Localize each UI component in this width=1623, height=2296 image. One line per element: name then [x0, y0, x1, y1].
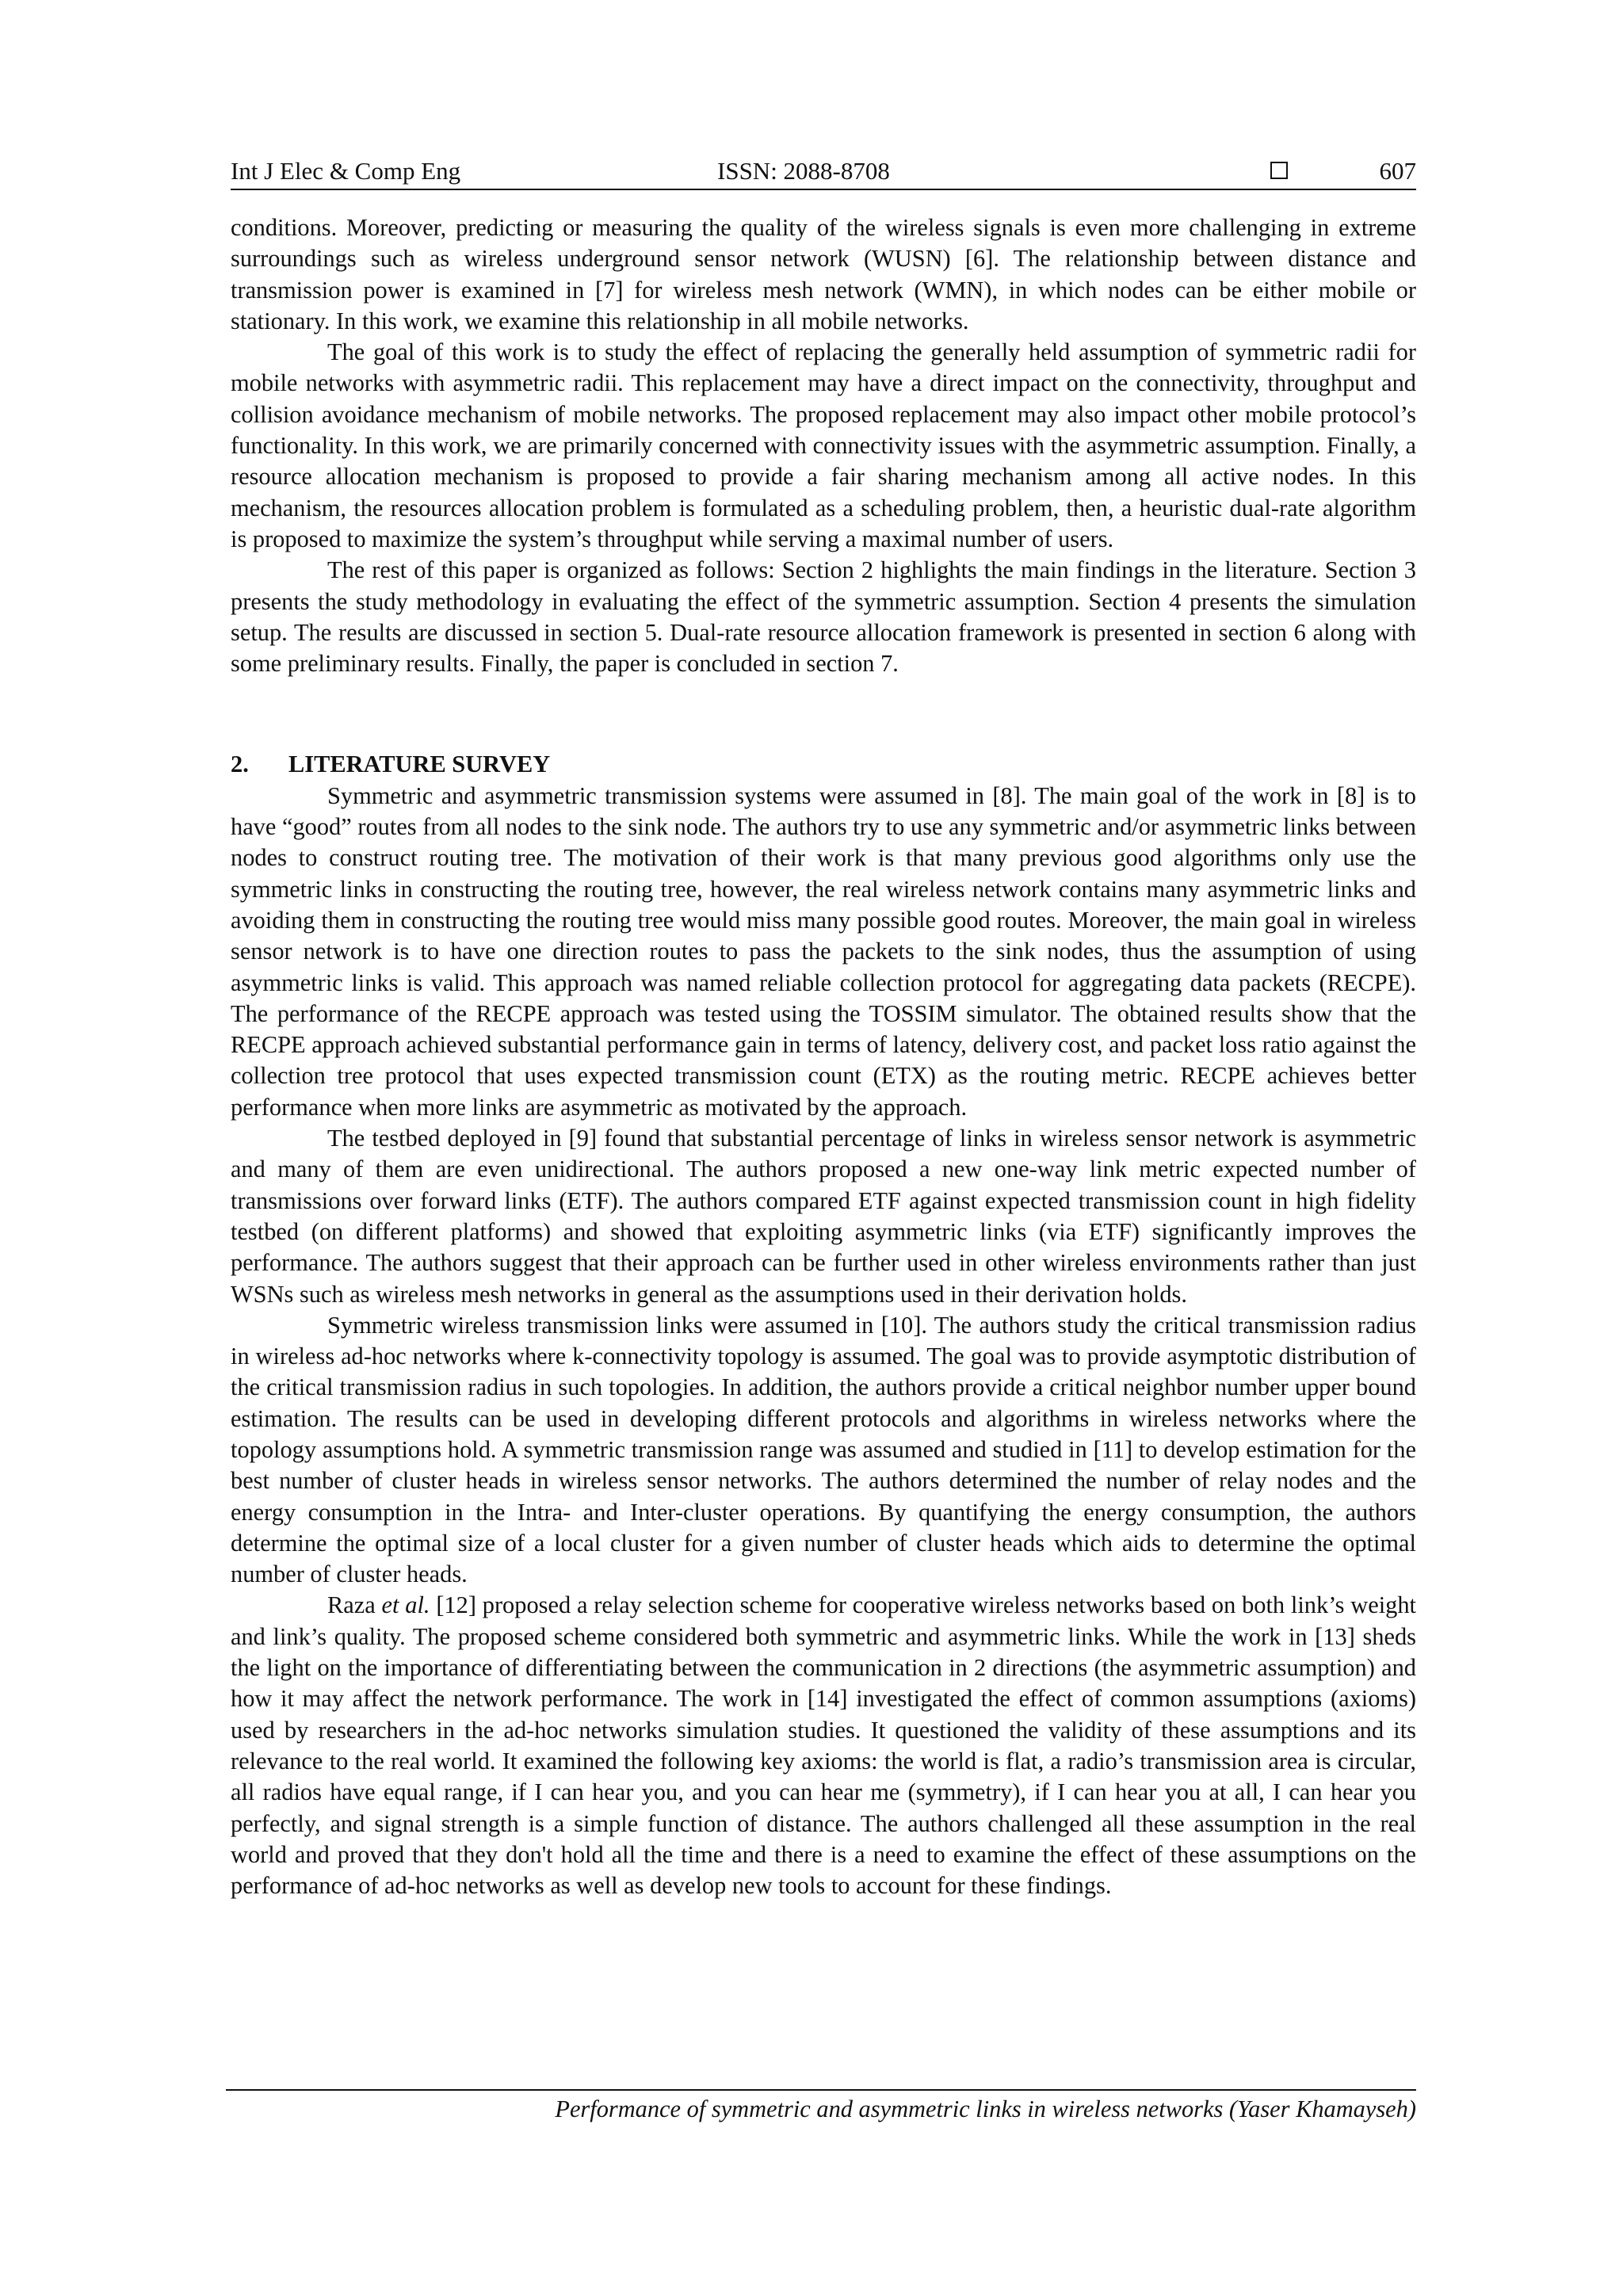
header-divider — [231, 189, 1416, 190]
paragraph: The goal of this work is to study the effect of replacing the generally held assumption of symmetric radii for mobile networks with asymmetric radii. This replacement may have a direct impact on the connectivity, throughput and collision avoidance mechanism of mobile networks. The proposed replacement may also impact other mobile protocol’s functionality. In this work, we are primarily concerned with connectivity issues with the asymmetric assumption. Finally, a resource allocation mechanism is proposed to provide a fair sharing mechanism among all active nodes. In this mechanism, the resources allocation problem is formulated as a scheduling problem, then, a heuristic dual-rate algorithm is proposed to maximize the system’s throughput while serving a maximal number of users. — [231, 338, 1416, 552]
running-footer: Performance of symmetric and asymmetric links in wireless networks (Yaser Khamayseh) — [555, 2095, 1416, 2122]
paragraph: Symmetric and asymmetric transmission systems were assumed in [8]. The main goal of the work in [8] is to have “good” routes from all nodes to the sink node. The authors try to use any symmetric and/or asymmetric links between nodes to construct routing tree. The motivation of their work is that many previous good algorithms only use the symmetric links in constructing the routing tree, however, the real wireless network contains many asymmetric links and avoiding them in constructing the routing tree would miss many possible good routes. Moreover, the main goal in wireless sensor network is to have one direction routes to pass the packets to the sink nodes, thus the assumption of using asymmetric links is valid. This approach was named reliable collection protocol for aggregating data packets (RECPE). The performance of the RECPE approach was tested using the TOSSIM simulator. The obtained results show that the RECPE approach achieved substantial performance gain in terms of latency, delivery cost, and packet loss ratio against the collection tree protocol that uses expected transmission count (ETX) as the routing metric. RECPE achieves better performance when more links are asymmetric as motivated by the approach. — [231, 781, 1416, 1121]
section-number: 2. — [231, 751, 249, 778]
footer-divider — [226, 2089, 1416, 2091]
paragraph-lead: Raza — [327, 1591, 382, 1619]
page-number: 607 — [1379, 157, 1416, 185]
section-title: LITERATURE SURVEY — [288, 751, 551, 778]
journal-name: Int J Elec & Comp Eng — [231, 157, 461, 185]
paragraph: The testbed deployed in [9] found that substantial percentage of links in wireless sensor network is asymmetric and many of them are even unidirectional. The authors proposed a new one-way link metric expected number of transmissions over forward links (ETF). The authors compared ETF against expected transmission count in high fidelity testbed (on different platforms) and showed that exploiting asymmetric links (via ETF) significantly improves the performance. The authors suggest that their approach can be further used in other wireless environments rather than just WSNs such as wireless mesh networks in general as the assumptions used in their derivation holds. — [231, 1125, 1416, 1308]
square-bullet-icon — [1270, 162, 1288, 179]
paragraph: Symmetric wireless transmission links were assumed in [10]. The authors study the critical transmission radius in wireless ad-hoc networks where k-connectivity topology is assumed. The goal was to provide asymptotic distribution of the critical transmission radius in such topologies. In addition, the authors provide a critical neighbor number upper bound estimation. The results can be used in developing different protocols and algorithms in wireless networks where the topology assumptions hold. A symmetric transmission range was assumed and studied in [11] to develop estimation for the best number of cluster heads in wireless sensor networks. The authors determined the number of relay nodes and the energy consumption in the Intra- and Inter-cluster operations. By quantifying the energy consumption, the authors determine the optimal size of a local cluster for a given number of cluster heads which aids to determine the optimal number of cluster heads. — [231, 1311, 1416, 1588]
et-al-italic: et al. — [381, 1591, 430, 1619]
paragraph: conditions. Moreover, predicting or measuring the quality of the wireless signals is even more challenging in extreme surroundings such as wireless underground sensor network (WUSN) [6]. The relationship between distance and transmission power is examined in [7] for wireless mesh network (WMN), in which nodes can be either mobile or stationary. In this work, we examine this relationship in all mobile networks. — [231, 214, 1416, 334]
running-header — [231, 154, 1416, 189]
paragraph: The rest of this paper is organized as follows: Section 2 highlights the main findings in the literature. Section 3 presents the study methodology in evaluating the effect of the symmetric assumption. Section 4 presents the simulation setup. The results are discussed in section 5. Dual-rate resource allocation framework is presented in section 6 along with some preliminary results. Finally, the paper is concluded in section 7. — [231, 556, 1416, 678]
paragraph — [231, 1590, 1416, 1901]
body-text — [231, 212, 1416, 1901]
section-heading — [231, 749, 1416, 780]
paragraph-rest: [12] proposed a relay selection scheme for cooperative wireless networks based on both link’s weight and link’s quality. The proposed scheme considered both symmetric and asymmetric links. While the work in [13] sheds the light on the importance of differentiating between the communication in 2 directions (the asymmetric assumption) and how it may affect the network performance. The work in [14] investigated the effect of common assumptions (axioms) used by researchers in the ad-hoc networks simulation studies. It questioned the validity of these assumptions and its relevance to the real world. It examined the following key axioms: the world is flat, a radio’s transmission area is circular, all radios have equal range, if I can hear you, and you can hear me (symmetry), if I can hear you at all, I can hear you perfectly, and signal strength is a simple function of distance. The authors challenged all these assumption in the real world and proved that they don't hold all the time and there is a need to examine the effect of these assumptions on the performance of ad-hoc networks as well as develop new tools to account for these findings. — [231, 1591, 1416, 1900]
issn-label: ISSN: 2088-8708 — [717, 157, 890, 185]
